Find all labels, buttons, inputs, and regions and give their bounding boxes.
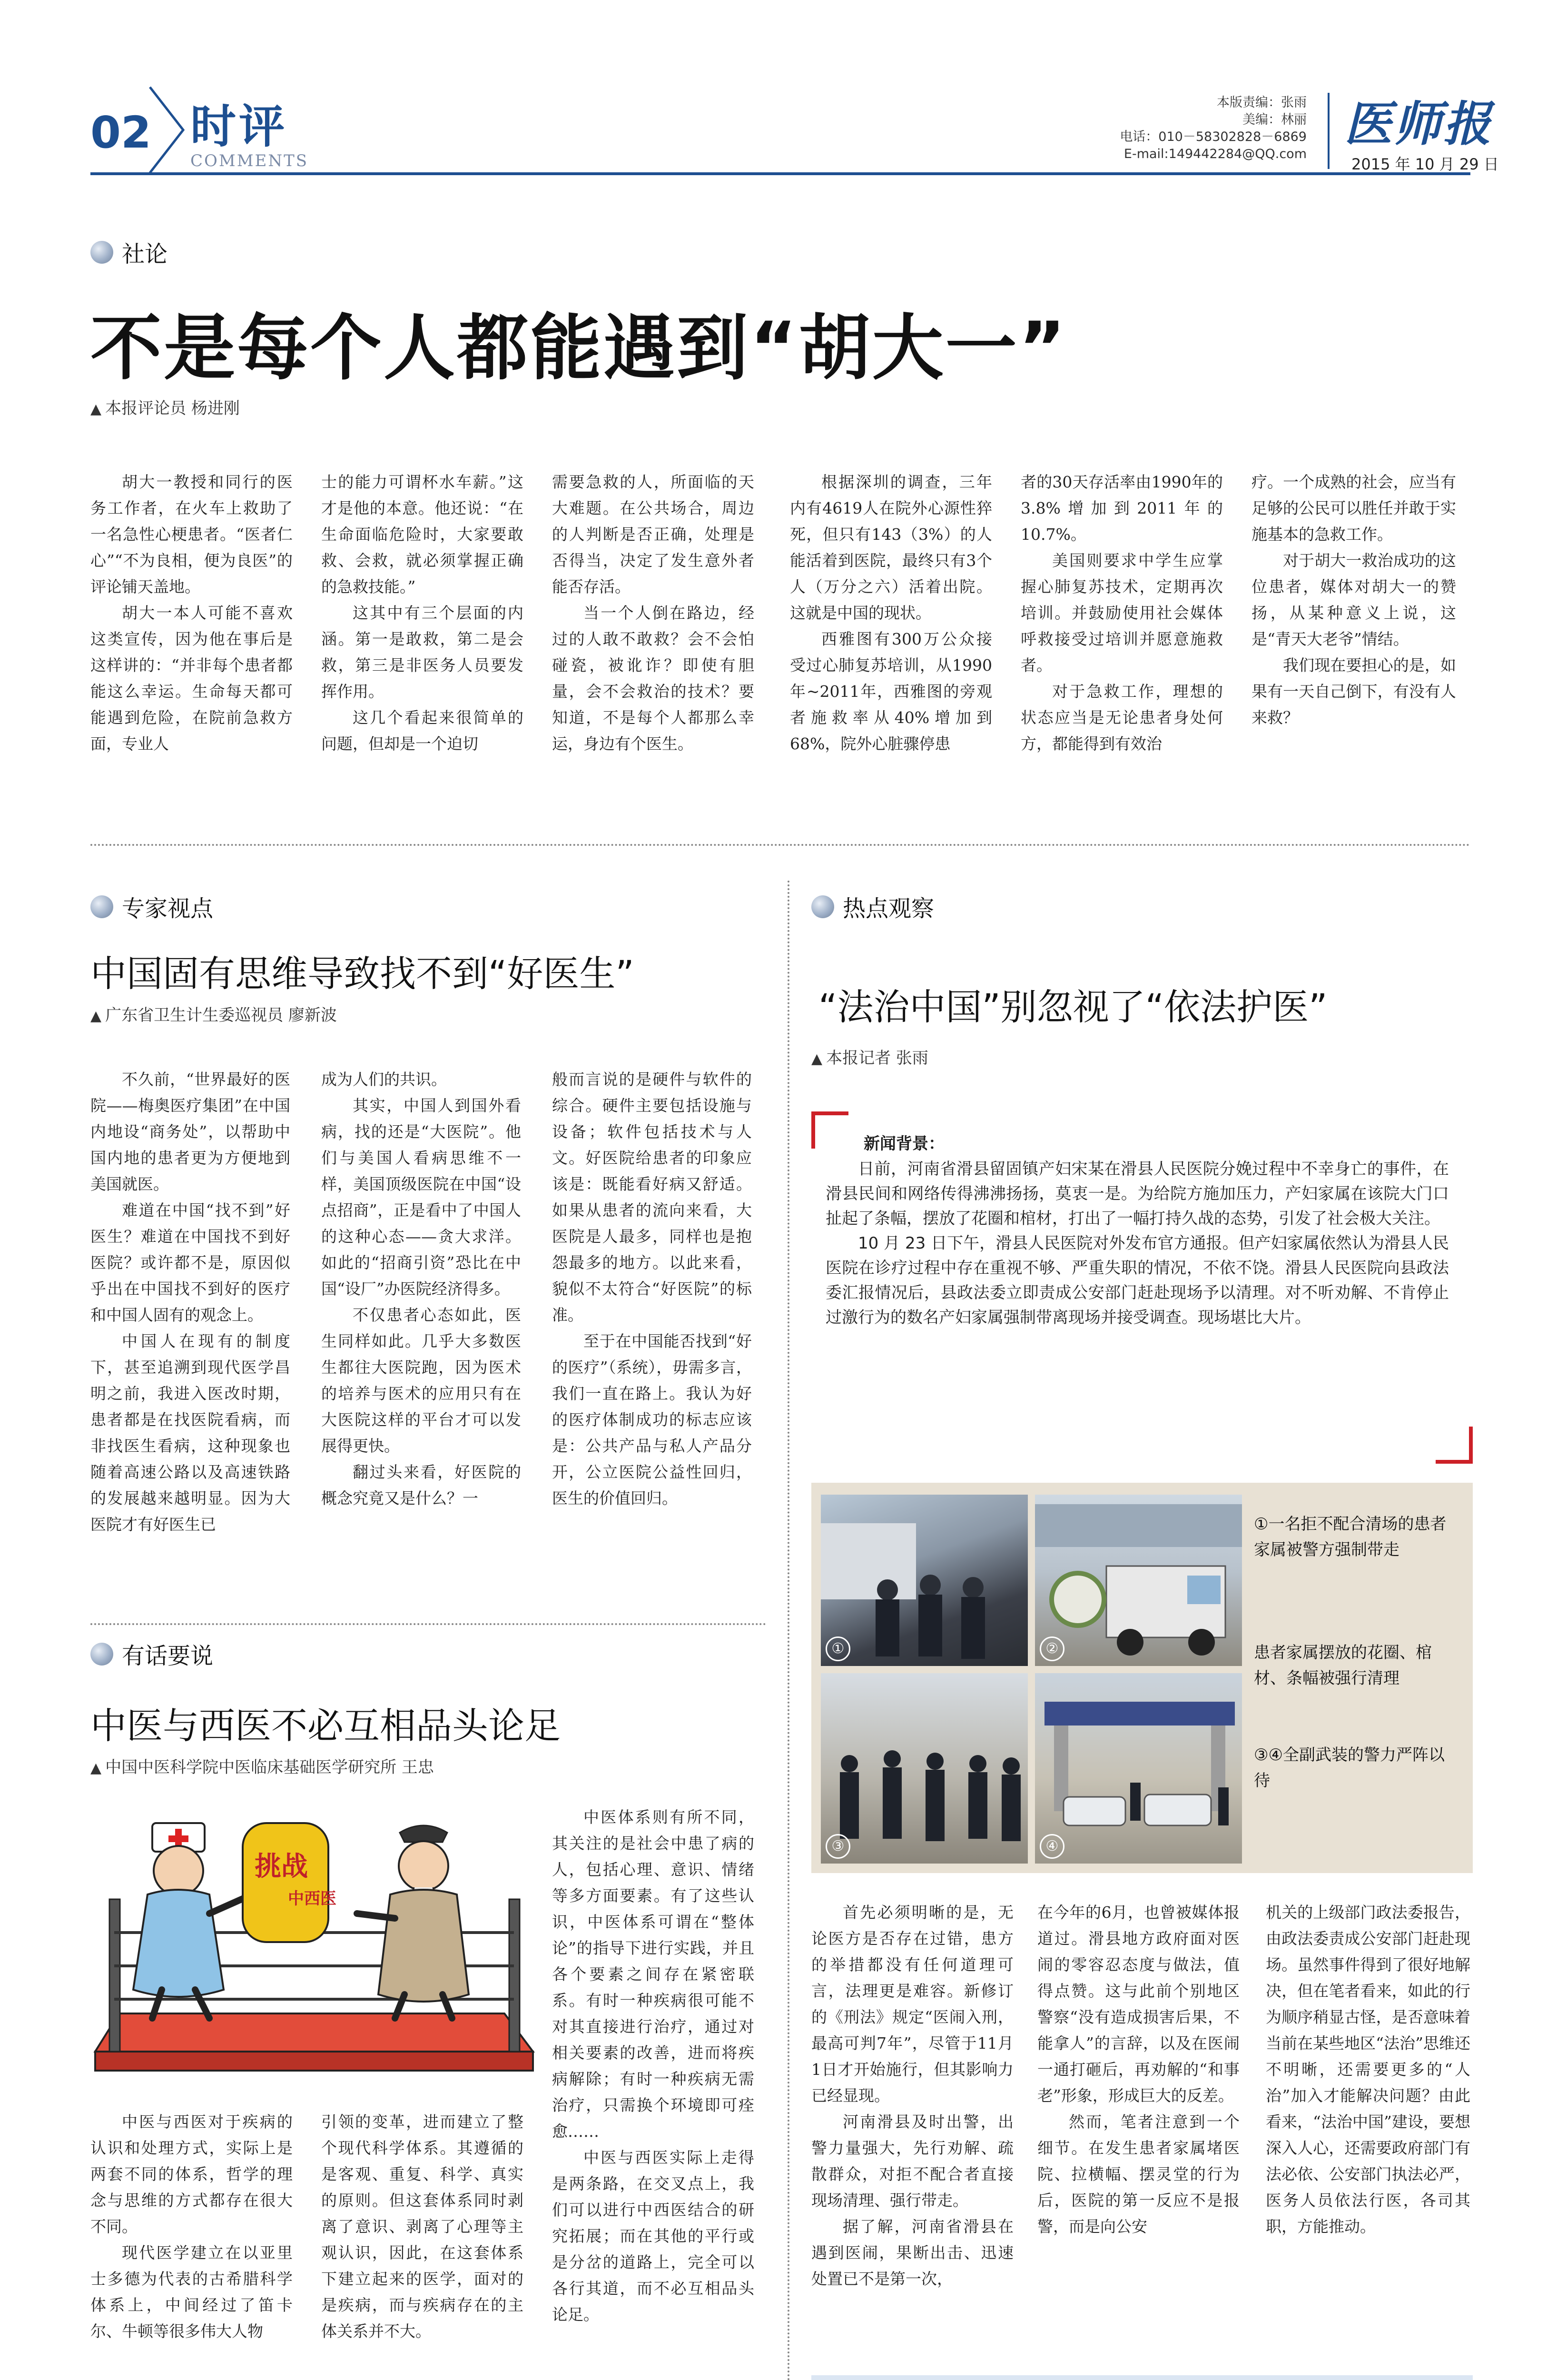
editorial-column: [1021, 469, 1223, 757]
paragraph: 成为人们的共识。: [321, 1070, 447, 1089]
paragraph: 难道在中国“找不到”好医生？难道在中国找不到好医院？或许都不是，原因似乎出在中国找不到好的医疗和中国人固有的观念上。: [90, 1201, 290, 1324]
section-divider: [90, 844, 1470, 846]
corner-bracket: [811, 1111, 848, 1149]
editor-line: 本版责编：张雨: [1217, 95, 1307, 110]
paragraph: 我们现在要担心的是，如果有一天自己倒下，有没有人来救？: [1251, 656, 1456, 727]
photo-number: ②: [1040, 1636, 1064, 1661]
hot-column: [1266, 1899, 1470, 2240]
chevron-right-icon: [145, 85, 188, 175]
paragraph: 西雅图有300万公众接受过心肺复苏培训，从1990年~2011年，西雅图的旁观者施救率从40%增加到68%，院外心脏骤停患: [790, 630, 992, 753]
paragraph: 现代医学建立在以亚里士多德为代表的古希腊科学体系上，中间经过了笛卡尔、牛顿等很多伟大人物: [90, 2243, 293, 2340]
paragraph: 对于胡大一救治成功的这位患者，媒体对胡大一的赞扬，从某种意义上说，这是“青天大老爷”情结。: [1251, 551, 1456, 648]
police-crowd-photo: [821, 1495, 1028, 1666]
paragraph: 10 月 23 日下午，滑县人民医院对外发布官方通报。但产妇家属依然认为滑县人民医院在诊疗过程中存在重视不够、严重失职的情况，不依不饶。滑县人民医院向县政法委汇报情况后，县政法委立即责成公安部门赶赴现场予以清理。对不听劝解、不肯停止过激行为的数名产妇家属强制带离现场并接受调查。现场堪比大片。: [826, 1234, 1449, 1327]
tag-label: 有话要说: [122, 1643, 214, 1669]
corner-bracket: [1436, 1427, 1473, 1464]
tag-tcm: [90, 1637, 213, 1670]
news-photo: [821, 1495, 1028, 1666]
paragraph: 般而言说的是硬件与软件的综合。硬件主要包括设施与设备；软件包括技术与人文。好医院给患者的印象应该是：既能看好病又舒适。如果从患者的流向来看，大医院是人最多，同样也是抱怨最多的地方。以此来看，貌似不太符合“好医院”的标准。: [552, 1070, 752, 1324]
paragraph: 至于在中国能否找到“好的医疗”（系统），毋需多言，我们一直在路上。我认为好的医疗体制成功的标志应该是：公共产品与私人产品分开，公立医院公益性回归，医生的价值回归。: [552, 1332, 752, 1507]
paragraph: 美国则要求中学生应掌握心肺复苏技术，定期再次培训。并鼓励使用社会媒体呼救接受过培训并愿意施救者。: [1021, 551, 1223, 674]
bullet-icon: [90, 895, 113, 918]
editorial-column: [1251, 469, 1456, 731]
paragraph: 河南滑县及时出警，出警力量强大，先行劝解、疏散群众，对拒不配合者直接现场清理、强行带走。: [811, 2112, 1014, 2210]
tcm-column: [321, 2109, 523, 2344]
photo-number: ③: [826, 1834, 850, 1859]
paragraph: 引领的变革，进而建立了整个现代科学体系。其遵循的是客观、重复、科学、真实的原则。但这套体系同时剥离了意识、剥离了心理等主观认识，因此，在这套体系下建立起来的医学，面对的是疾病，而与疾病存在的主体关系并不大。: [321, 2112, 523, 2340]
tcm-column: [90, 2109, 293, 2344]
paragraph: 疗。一个成熟的社会，应当有足够的公民可以胜任并敢于实施基本的急救工作。: [1251, 473, 1456, 544]
news-label: 新闻背景：: [864, 1134, 945, 1153]
paragraph: 中医与西医实际上走得是两条路，在交叉点上，我们可以进行中西医结合的研究拓展；而在其他的平行或是分岔的道路上，完全可以各行其道，而不必互相品头论足。: [552, 2148, 754, 2324]
bullet-icon: [90, 1643, 113, 1666]
editor-line: 美编：林丽: [1242, 112, 1307, 127]
hospital-gate-photo: [1035, 1673, 1242, 1864]
byline-text: 中国中医科学院中医临床基础医学研究所 王忠: [105, 1758, 434, 1777]
bullet-icon: [90, 241, 113, 264]
header-rule: [90, 172, 1470, 175]
paragraph: 在今年的6月，也曾被媒体报道过。滑县地方政府面对医闹的零容忍态度与做法，值得点赞。这与此前个别地区警察“没有造成损害后果，不能拿人”的言辞，以及在医闹一通打砸后，再劝解的“和事老”形象，形成巨大的反差。: [1037, 1903, 1240, 2105]
paragraph: 根据深圳的调查，三年内有4619人在院外心源性猝死，但只有143（3%）的人能活着到医院，最终只有3个人（万分之六）活着出院。这就是中国的现状。: [790, 473, 992, 622]
tag-label: 社论: [122, 241, 168, 268]
tag-expert: [90, 890, 213, 923]
hot-byline: ▲ 本报记者 张雨: [811, 1049, 928, 1068]
newspaper-logo: 医师报: [1344, 96, 1493, 152]
paragraph: 其实，中国人到国外看病，找的还是“大医院”。他们与美国人看病思维不一样，美国顶级医院在中国“设点招商”，正是看中了中国人的这种心态——贪大求洋。如此的“招商引资”恐比在中国“设厂”办医院经济得多。: [321, 1096, 521, 1298]
police-line-photo: [821, 1673, 1028, 1864]
page-number: 02: [90, 107, 152, 158]
editorial-column: [90, 469, 293, 757]
hot-column: [811, 1899, 1014, 2292]
hot-column: [1037, 1899, 1240, 2240]
tag-hot: [811, 890, 934, 923]
section-divider: [90, 1623, 766, 1625]
column-divider: [788, 881, 789, 2380]
paragraph: 当一个人倒在路边，经过的人敢不敢救？会不会怕碰瓷，被讹诈？即使有胆量，会不会救治的技术？要知道，不是每个人都那么幸运，身边有个医生。: [552, 604, 754, 753]
paragraph: 中国人在现有的制度下，甚至追溯到现代医学昌明之前，我进入医改时期，患者都是在找医院看病，而非找医生看病，这种现象也随着高速公路以及高速铁路的发展越来越明显。因为大医院才有好医生已: [90, 1332, 290, 1534]
photo-caption: ①一名拒不配合清场的患者家属被警方强制带走: [1254, 1515, 1447, 1559]
expert-column: [321, 1066, 521, 1511]
paragraph: 这几个看起来很简单的问题，但却是一个迫切: [321, 708, 523, 753]
paragraph: 中医与西医对于疾病的认识和处理方式，实际上是两套不同的体系，哲学的理念与思维的方式都存在很大不同。: [90, 2112, 293, 2236]
paragraph: 胡大一本人可能不喜欢这类宣传，因为他在事后是这样讲的：“并非每个患者都能这么幸运。生命每天都可能遇到危险，在院前急救方面，专业人: [90, 604, 293, 753]
section-title: 时评: [190, 100, 287, 153]
bullet-icon: [811, 895, 834, 918]
expert-column: [90, 1066, 290, 1537]
expert-byline: ▲ 广东省卫生计生委巡视员 廖新波: [90, 1006, 337, 1025]
issue-date: 2015 年 10 月 29 日: [1351, 155, 1499, 173]
photo-panel: [811, 1483, 1473, 1873]
sign-text-challenge: 挑战: [255, 1851, 308, 1882]
paragraph: 机关的上级部门政法委报告，由政法委责成公安部门赶赴现场。虽然事件得到了很好地解决，但在笔者看来，如此的行为顺序稍显古怪，是否意味着当前在某些地区“法治”思维还不明晰，还需要更多的“人治”加入才能解决问题？由此看来，“法治中国”建设，要想深入人心，还需要政府部门有法必依、公安部门执法必严，医务人员依法行医，各司其职，方能推动。: [1266, 1903, 1470, 2236]
byline-text: 本报记者 张雨: [826, 1049, 928, 1068]
expert-title: 中国固有思维导致找不到“好医生”: [90, 952, 634, 995]
news-photo: [1035, 1495, 1242, 1666]
paragraph: 这其中有三个层面的内涵。第一是敢救，第二是会救，第三是非医务人员要发挥作用。: [321, 604, 523, 701]
editorial-title: 不是每个人都能遇到“胡大一”: [90, 307, 1068, 390]
tag-label: 热点观察: [843, 895, 935, 922]
section-subtitle-en: COMMENTS: [190, 151, 309, 170]
paragraph: 然而，笔者注意到一个细节。在发生患者家属堵医院、拉横幅、摆灵堂的行为后，医院的第一反应不是报警，而是向公安: [1037, 2112, 1240, 2236]
photo-caption: 患者家属摆放的花圈、棺材、条幅被强行清理: [1254, 1643, 1432, 1688]
hot-title: “法治中国”别忽视了“依法护医”: [818, 986, 1328, 1028]
editor-line: E-mail:149442284@QQ.com: [1123, 147, 1307, 161]
paragraph: 日前，河南省滑县留固镇产妇宋某在滑县人民医院分娩过程中不幸身亡的事件，在滑县民间和网络传得沸沸扬扬，莫衷一是。为给院方施加压力，产妇家属在该院大门口扯起了条幅，摆放了花圈和棺材，打出了一幅打持久战的态势，引发了社会极大关注。: [826, 1160, 1449, 1228]
editor-info: [1021, 94, 1307, 163]
expert-column: [552, 1066, 752, 1511]
editorial-column: [321, 469, 523, 757]
photo-number: ①: [826, 1636, 850, 1661]
paragraph: 据了解，河南省滑县在遇到医闹，果断出击、迅速处置已不是第一次，: [811, 2217, 1014, 2288]
byline-text: 本报评论员 杨进刚: [105, 399, 240, 418]
paragraph: 翻过头来看，好医院的概念究竟又是什么？一: [321, 1463, 521, 1507]
news-text: [826, 1157, 1449, 1330]
tcm-column: [552, 1804, 754, 2328]
paragraph: 对于急救工作，理想的状态应当是无论患者身处何方，都能得到有效治: [1021, 682, 1223, 753]
tcm-title: 中医与西医不必互相品头论足: [90, 1705, 561, 1747]
editorial-column: [790, 469, 992, 757]
editorial-byline: ▲ 本报评论员 杨进刚: [90, 399, 240, 418]
truck-wreath-photo: [1035, 1495, 1242, 1666]
paragraph: 首先必须明晰的是，无论医方是否存在过错，患方的举措都没有任何道理可言，法理更是难容。新修订的《刑法》规定“医闹入刑，最高可判7年”，尽管于11月1日才开始施行，但其影响力已经显现。: [811, 1903, 1014, 2105]
sign-text-tcm-western: 中西医: [288, 1889, 336, 1908]
paragraph: 者的30天存活率由1990年的3.8%增加到2011年的10.7%。: [1021, 473, 1223, 544]
tag-label: 专家视点: [122, 895, 214, 922]
tcm-byline: ▲ 中国中医科学院中医临床基础医学研究所 王忠: [90, 1758, 434, 1777]
news-background-box: [826, 1111, 1458, 1445]
tag-editorial: [90, 236, 168, 268]
news-photo: [1035, 1673, 1242, 1864]
photo-number: ④: [1040, 1834, 1064, 1859]
editor-line: 电话：010－58302828－6869: [1120, 129, 1307, 144]
header-divider: [1328, 93, 1330, 169]
boxing-ring-cartoon: [90, 1804, 542, 2090]
disclaimer-footer: [811, 2375, 1473, 2380]
byline-text: 广东省卫生计生委巡视员 廖新波: [105, 1006, 337, 1025]
paragraph: 胡大一教授和同行的医务工作者，在火车上救助了一名急性心梗患者。“医者仁心”“不为良相，便为良医”的评论铺天盖地。: [90, 473, 293, 596]
paragraph: 不久前，“世界最好的医院——梅奥医疗集团”在中国内地设“商务处”，以帮助中国内地的患者更为方便地到美国就医。: [90, 1070, 290, 1193]
paragraph: 中医体系则有所不同，其关注的是社会中患了病的人，包括心理、意识、情绪等多方面要素。有了这些认识，中医体系可谓在“整体论”的指导下进行实践，并且各个要素之间存在紧密联系。有时一种疾病很可能不对其直接进行治疗，通过对相关要素的改善，进而将疾病解除；有时一种疾病无需治疗，只需换个环境即可痊愈……: [552, 1808, 754, 2141]
paragraph: 需要急救的人，所面临的天大难题。在公共场合，周边的人判断是否正确，处理是否得当，决定了发生意外者能否存活。: [552, 473, 754, 596]
paragraph: 士的能力可谓杯水车薪。”这才是他的本意。他还说：“在生命面临危险时，大家要敢救、会救，就必须掌握正确的急救技能。”: [321, 473, 523, 596]
paragraph: 不仅患者心态如此，医生同样如此。几乎大多数医生都往大医院跑，因为医术的培养与医术的应用只有在大医院这样的平台才可以发展得更快。: [321, 1306, 521, 1455]
photo-caption: ③④全副武装的警力严阵以待: [1254, 1745, 1445, 1790]
news-photo: [821, 1673, 1028, 1864]
editorial-column: [552, 469, 754, 757]
